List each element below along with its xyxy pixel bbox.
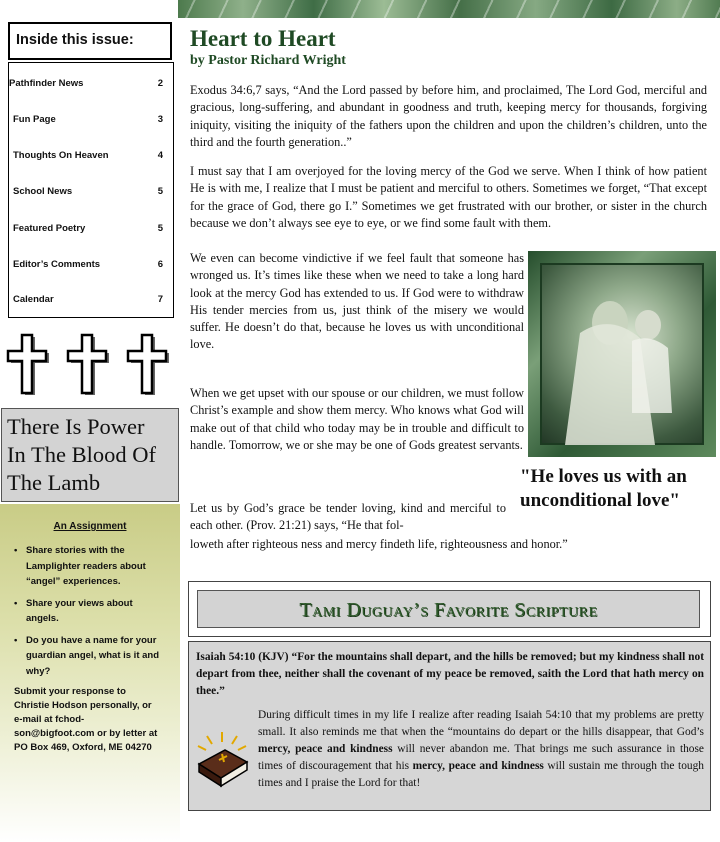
reflection-emphasis: mercy, peace and kindness xyxy=(412,760,544,772)
picture-figures xyxy=(540,263,704,445)
scripture-box xyxy=(188,641,711,811)
toc-item-page: 3 xyxy=(157,114,163,125)
assignment-list xyxy=(14,543,162,685)
article-paragraph: loweth after righteous ness and mercy findeth life, righteousness and honor.” xyxy=(190,537,568,551)
assignment-heading: An Assignment xyxy=(53,521,127,532)
toc-item[interactable] xyxy=(9,78,169,94)
reflection-text: will never abandon me. That brings me such assurance in those times of discouragement that his xyxy=(258,743,704,772)
sidebar-banner xyxy=(1,408,179,502)
scripture-verse: Isaiah 54:10 (KJV) “For the mountains shall depart, and the hills be removed; but my kindness shall not depart from thee, neither shall the covenant of my peace be removed, saith the Lord that hath mercy on thee.” xyxy=(196,651,704,697)
pull-quote: "He loves us with an unconditional love" xyxy=(520,466,687,511)
picture-image xyxy=(540,263,704,445)
toc-item-label: Editor’s Comments xyxy=(13,259,101,270)
scripture-header-frame xyxy=(188,581,711,637)
reflection-emphasis: mercy, peace and kindness xyxy=(258,743,393,755)
toc-item[interactable] xyxy=(9,294,169,310)
top-band-texture xyxy=(178,0,720,18)
toc-item-label: Thoughts On Heaven xyxy=(13,150,109,161)
article-paragraph: Let us by God’s grace be tender loving, kind and merciful to each other. (Prov. 21:21) says, “He that fol- xyxy=(190,501,506,533)
toc-item-label: Calendar xyxy=(13,294,54,305)
jesus-child-picture xyxy=(528,251,716,457)
cross-icon xyxy=(2,331,50,395)
cross-icon xyxy=(62,331,110,395)
toc-title: Inside this issue: xyxy=(16,32,134,48)
assignment-item: • Do you have a name for your guardian angel, what is it and why? xyxy=(14,633,162,680)
banner-line: In The Blood Of xyxy=(7,442,156,467)
scripture-banner xyxy=(197,590,700,628)
article-title: Heart to Heart xyxy=(190,26,336,51)
toc-item-page: 6 xyxy=(157,259,163,270)
article-byline: by Pastor Richard Wright xyxy=(190,53,346,68)
assignment-item: • Share your views about angels. xyxy=(14,596,162,627)
toc-item-label: Fun Page xyxy=(13,114,56,125)
toc-item-page: 5 xyxy=(157,186,163,197)
bible-icon xyxy=(193,728,251,792)
toc-item[interactable] xyxy=(9,150,169,166)
assignment-submit-info: Submit your response to Christie Hodson personally, or e-mail at fchod-son@bigfoot.com or by letter at PO Box 469, Oxford, ME 04270 xyxy=(14,686,158,753)
toc-list xyxy=(8,62,174,318)
reflection-text: During difficult times in my life I realize after reading Isaiah 54:10 that my problems are pretty small. It also reminds me that when the “mountains do depart or the hills disappear, that God’s xyxy=(258,709,704,738)
sidebar-banner-text xyxy=(7,413,156,497)
reflection-text: will sustain me through the tough times and I praise the Lord for that! xyxy=(258,760,704,789)
article-paragraph: I must say that I am overjoyed for the loving mercy of the God we serve. When I think of how patient He is with me, I realize that I must be patient and merciful to others. Sometimes we forget, “That except for the grace of God, there go I.” Sometimes we get frustrated with our brother, or sister in the church because we don’t always see eye to eye, or we find some fault with them. xyxy=(190,164,707,230)
assignment-item: • Share stories with the Lamplighter readers about “angel” experiences. xyxy=(14,543,162,590)
article-paragraph: When we get upset with our spouse or our children, we must follow Christ’s example and show them mercy. Who knows what God will make out of that child who today may be in trouble and difficult to handle. Tomorrow, we or she may be one of Gods greatest servants. xyxy=(190,386,524,452)
scripture-reflection xyxy=(196,707,704,792)
toc-item-label: Pathfinder News xyxy=(9,78,84,89)
toc-item-page: 2 xyxy=(157,78,163,89)
article-paragraph: We even can become vindictive if we feel fault that someone has wronged us. It’s times like these when we need to take a long hard look at the mercy God has extended to us. If God were to withdraw His tender mercies from us, just think of the misery we would suffer. He doesn’t do that, because he loves us with unconditional love. xyxy=(190,251,524,352)
cross-icon xyxy=(122,331,170,395)
toc-item-page: 5 xyxy=(157,223,163,234)
banner-line: The Lamb xyxy=(7,470,101,495)
toc-item-page: 7 xyxy=(157,294,163,305)
toc-item[interactable] xyxy=(9,186,169,202)
scripture-heading: Tami Duguay’s Favorite Scripture xyxy=(299,599,598,621)
toc-item[interactable] xyxy=(9,259,169,275)
toc-item-label: Featured Poetry xyxy=(13,223,86,234)
banner-line: There Is Power xyxy=(7,414,145,439)
toc-item[interactable] xyxy=(9,114,169,130)
toc-title-box xyxy=(8,22,172,60)
toc-item[interactable] xyxy=(9,223,169,239)
toc-item-page: 4 xyxy=(157,150,163,161)
toc-item-label: School News xyxy=(13,186,73,197)
article-paragraph: Exodus 34:6,7 says, “And the Lord passed by before him, and proclaimed, The Lord God, merciful and gracious, long-suffering, and abundant in goodness and truth, keeping mercy for thousands, forgiving iniquity, visiting the iniquity of the fathers upon the children and upon the children’s children, unto the third and the fourth generation..” xyxy=(190,83,707,149)
